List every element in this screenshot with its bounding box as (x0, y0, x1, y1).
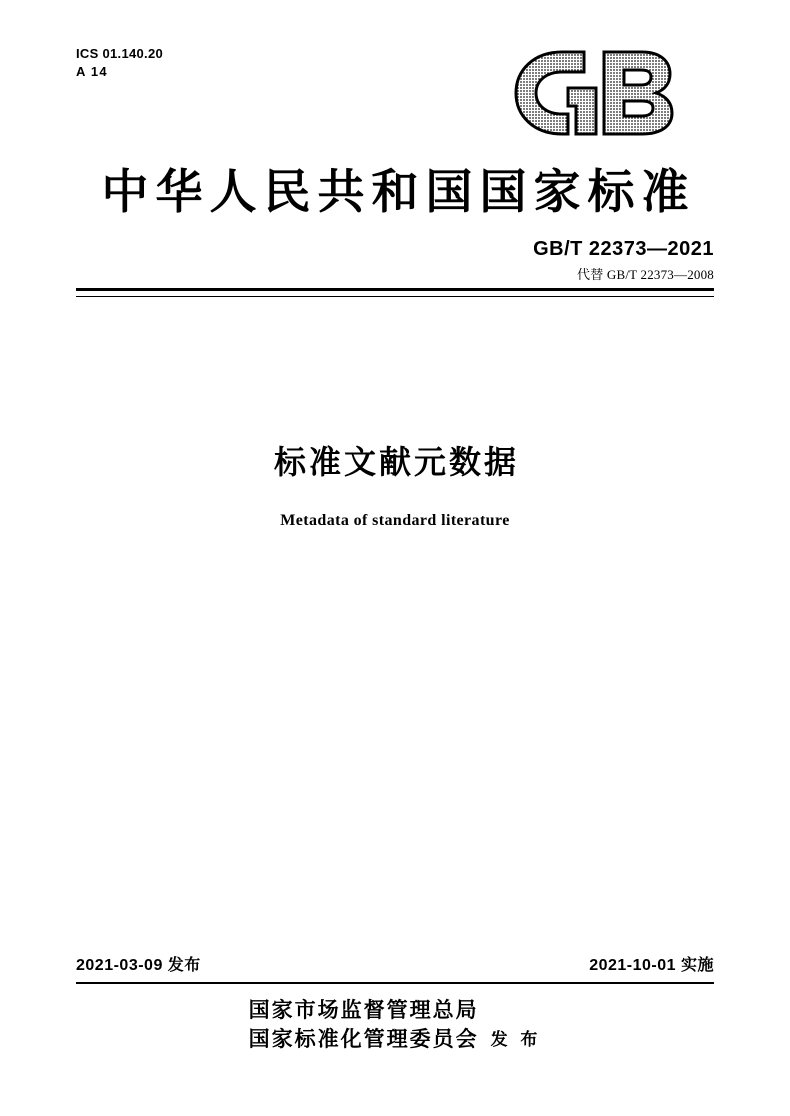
date-row (76, 952, 714, 975)
issuer-verb: 发 布 (490, 1030, 542, 1049)
divider-thick (76, 288, 714, 291)
page-title: 中华人民共和国国家标准 (101, 165, 696, 218)
ics-code: ICS 01.140.20 (76, 46, 164, 61)
standard-number: GB/T 22373—2021 (533, 238, 714, 260)
gb-logo-icon (508, 48, 678, 138)
standard-replaces: 代替 GB/T 22373—2008 (577, 267, 714, 282)
document-title-en: Metadata of standard literature (280, 512, 510, 529)
document-title-cn: 标准文献元数据 (273, 444, 519, 480)
classification-code: A 14 (76, 64, 108, 79)
ics-block (76, 45, 163, 81)
issuer-names (249, 996, 479, 1054)
implementation-date: 2021-10-01 实施 (589, 957, 714, 974)
standard-number-block (533, 238, 714, 283)
issue-date: 2021-03-09 发布 (76, 957, 201, 974)
divider-bottom (76, 982, 714, 984)
issuer-line-1: 国家市场监督管理总局 (248, 999, 479, 1022)
issuer-block (0, 996, 790, 1054)
issuer-line-2: 国家标准化管理委员会 (248, 1028, 479, 1051)
divider-thin (76, 296, 714, 297)
